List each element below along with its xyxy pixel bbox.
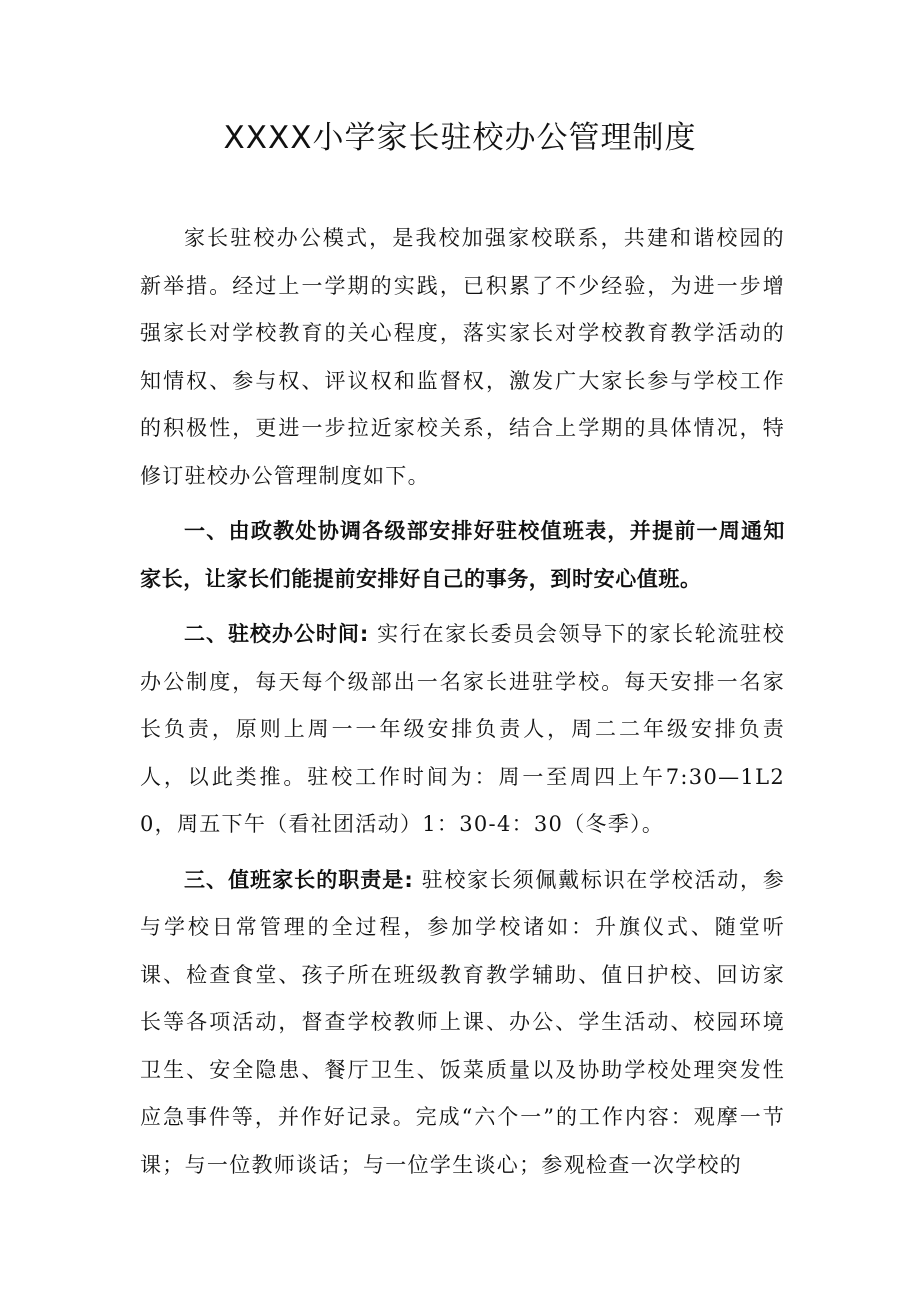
document-title: XXXX小学家长驻校办公管理制度: [223, 120, 697, 156]
intro-paragraph: 家长驻校办公模式，是我校加强家校联系，共建和谐校园的新举措。经过上一学期的实践，已积累了不少经验，为进一步增强家长对学校教育的关心程度，落实家长对学校教育教学活动的知情权、参与权、评议权和监督权，激发广大家长参与学校工作的积极性，更进一步拉近家校关系，结合上学期的具体情况，特修订驻校办公管理制度如下。: [140, 226, 785, 488]
section-2-text: 实行在家长委员会领导下的家长轮流驻校办公制度，每天每个级部出一名家长进驻学校。每天安排一名家长负责，原则上周一一年级安排负责人，周二二年级安排负责人，以此类推。驻校工作时间为：周一至周四上午7:30—1L20，周五下午（看社团活动）1：30-4：30（冬季）。: [140, 622, 785, 836]
section-3-text: 驻校家长须佩戴标识在学校活动，参与学校日常管理的全过程，参加学校诸如：升旗仪式、随堂听课、检查食堂、孩子所在班级教育教学辅助、值日护校、回访家长等各项活动，督查学校教师上课、办公、学生活动、校园环境卫生、安全隐患、餐厅卫生、饭菜质量以及协助学校处理突发性应急事件等，并作好记录。完成“六个一”的工作内容：观摩一节课；与一位教师谈话；与一位学生谈心；参观检查一次学校的: [140, 867, 785, 1177]
document-body: [140, 215, 785, 1197]
section-3-heading: 三、值班家长的职责是:: [184, 867, 414, 892]
section-3-paragraph: [140, 857, 785, 1190]
section-1-paragraph: 一、由政教处协调各级部安排好驻校值班表，并提前一周通知家长，让家长们能提前安排好自己的事务，到时安心值班。: [140, 519, 785, 591]
section-2-paragraph: [140, 611, 785, 849]
section-2-heading: 二、驻校办公时间:: [184, 622, 369, 646]
